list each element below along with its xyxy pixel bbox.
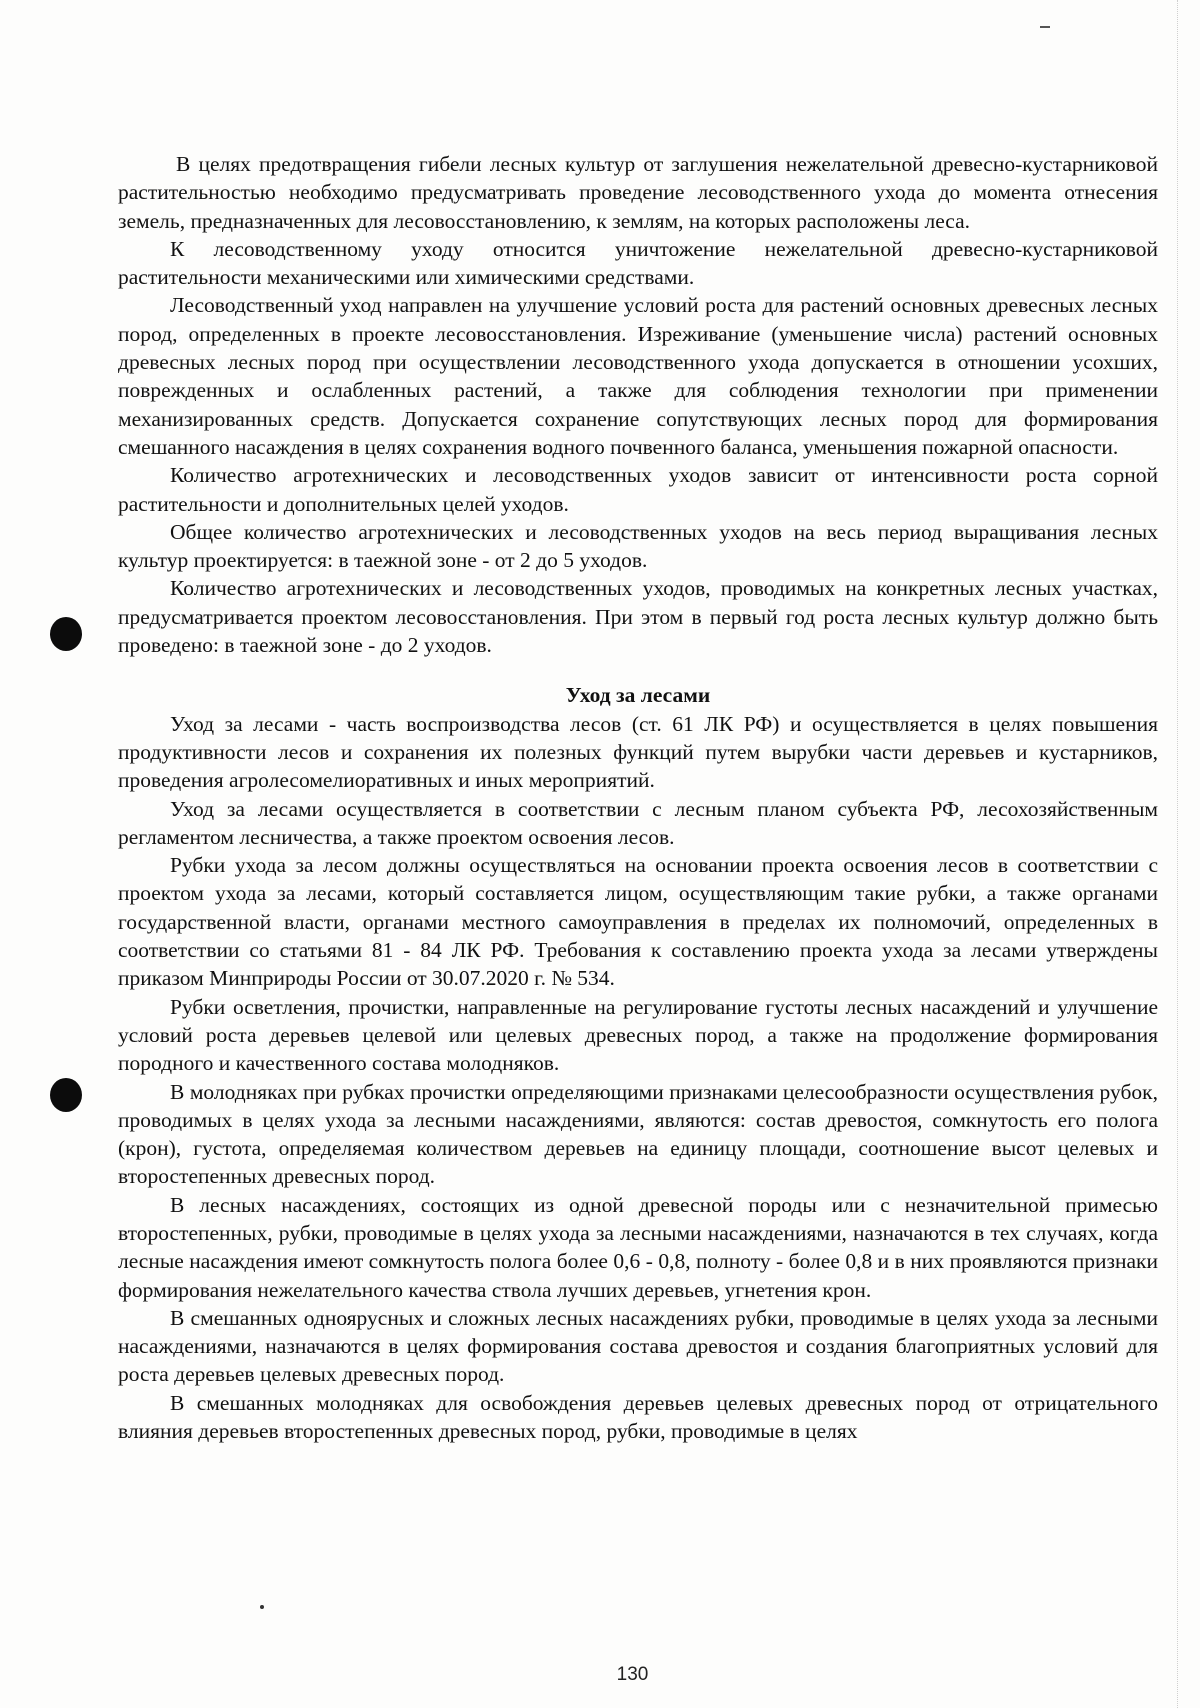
scan-speck [1040,26,1050,28]
paragraph: В целях предотвращения гибели лесных культур от заглушения нежелательной древесно-кустарниковой растительностью необходимо предусматривать проведение лесоводственного ухода до момента отнесения земель, предназначенных для лесовосстановлению, к землям, на которых расположены леса. [118,152,1158,233]
paragraph: В лесных насаждениях, состоящих из одной древесной породы или с незначительной примесью второстепенных, рубки, проводимые в целях ухода за лесными насаждениями, назначаются в тех случаях, когда лесные насаждения имеют сомкнутость полога более 0,6 - 0,8, полноту - более 0,8 и в них проявляются признаки формирования нежелательного качества ствола лучших деревьев, угнетения крон. [118,1192,1158,1302]
page-number: 130 [616,1664,649,1685]
paragraph: В смешанных одноярусных и сложных лесных насаждениях рубки, проводимые в целях ухода за лесными насаждениями, назначаются в целях формирования состава древостоя и создания благоприятных условий для роста деревьев целевых древесных пород. [118,1305,1158,1387]
paragraph: Рубки ухода за лесом должны осуществляться на основании проекта освоения лесов в соответствии с проектом ухода за лесами, который составляется лицом, осуществляющим такие рубки, а также органами государственной власти, органами местного самоуправления в пределах их полномочий, определенных в соответствии со статьями 81 - 84 ЛК РФ. Требования к составлению проекта ухода за лесами утверждены приказом Минприроды России от 30.07.2020 г. № 534. [118,853,1158,991]
punch-hole-mark [50,1078,82,1112]
paragraph: Количество агротехнических и лесоводственных уходов зависит от интенсивности роста сорной растительности и дополнительных целей уходов. [118,463,1158,516]
paragraph: Уход за лесами - часть воспроизводства лесов (ст. 61 ЛК РФ) и осуществляется в целях повышения продуктивности лесов и сохранения их полезных функций путем вырубки части деревьев и кустарников, проведения агролесомелиоративных и иных мероприятий. [118,711,1158,793]
punch-hole-mark [50,617,82,651]
paragraph: К лесоводственному уходу относится уничтожение нежелательной древесно-кустарниковой растительности механическими или химическими средствами. [118,236,1158,290]
paragraph: Количество агротехнических и лесоводственных уходов, проводимых на конкретных лесных участках, предусматривается проектом лесовосстановления. При этом в первый год роста лесных культур должно быть проведено: в таежной зоне - до 2 уходов. [118,576,1158,658]
section-heading: Уход за лесами [565,683,711,708]
scan-edge-artifact [1177,0,1192,1708]
paragraph: Рубки осветления, прочистки, направленные на регулирование густоты лесных насаждений и улучшение условий роста деревьев целевой или целевых древесных пород, а также на продолжение формирования породного и качественного состава молодняков. [118,994,1158,1076]
paragraph: В смешанных молодняках для освобождения деревьев целевых древесных пород от отрицательного влияния деревьев второстепенных древесных пород, рубки, проводимые в целях [118,1390,1158,1444]
document-body [118,150,1158,1445]
paragraph: Уход за лесами осуществляется в соответствии с лесным планом субъекта РФ, лесохозяйственным регламентом лесничества, а также проектом освоения лесов. [118,796,1158,849]
paragraph: Лесоводственный уход направлен на улучшение условий роста для растений основных древесных лесных пород, определенных в проекте лесовосстановления. Изреживание (уменьшение числа) растений основных древесных лесных пород при осуществлении лесоводственного ухода допускается в отношении усохших, поврежденных и ослабленных растений, а также для соблюдения технологии при применении механизированных средств. Допускается сохранение сопутствующих лесных пород для формирования смешанного насаждения в целях сохранения водного почвенного баланса, уменьшения пожарной опасности. [118,293,1158,459]
paragraph: Общее количество агротехнических и лесоводственных уходов на весь период выращивания лесных культур проектируется: в таежной зоне - от 2 до 5 уходов. [118,519,1158,573]
paragraph: В молодняках при рубках прочистки определяющими признаками целесообразности осуществления рубок, проводимых в целях ухода за лесными насаждениями, являются: состав древостоя, сомкнутость его полога (крон), густота, определяемая количеством деревьев на единицу площади, соотношение высот целевых и второстепенных древесных пород. [118,1079,1158,1189]
scan-speck [260,1605,264,1609]
